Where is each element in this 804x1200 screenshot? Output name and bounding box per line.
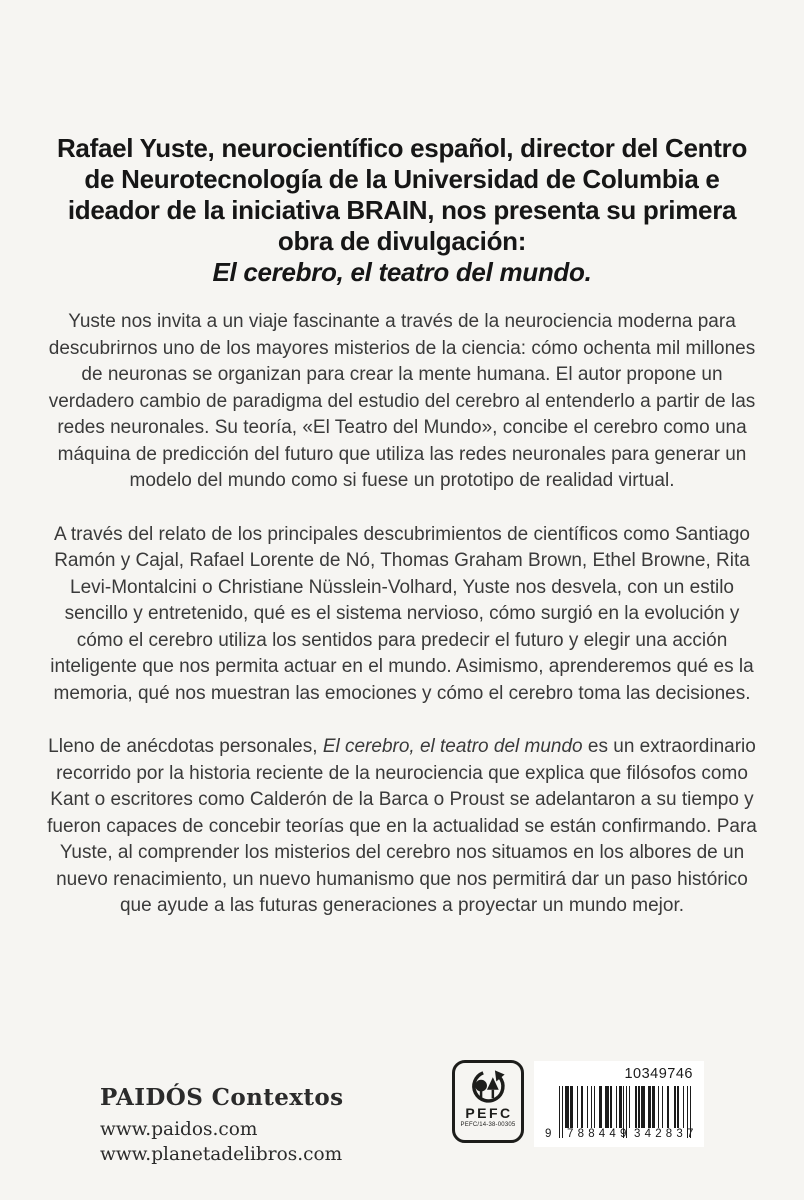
paragraph-3-text-end: es un extraordinario recorrido por la historia reciente de la neurociencia que explica que filósofos como Kant o escritores como Calderón de la Barca o Proust se adelantaron a su tiempo y fueron capaces de concebir teorías que en la actualidad se están confirmando. Para Yuste, al comprender los misterios del cerebro nos situamos en los albores de un nuevo renacimiento, un nuevo humanismo que nos permitirá dar un paso histórico que ayude a las futuras generaciones a proyectar un mundo mejor. xyxy=(47,736,757,916)
planetadelibros-url: www.planetadelibros.com xyxy=(100,1143,343,1165)
paragraph-3-book-title: El cerebro, el teatro del mundo xyxy=(322,736,583,757)
pefc-certification-badge xyxy=(452,1060,524,1143)
imprint-name: PAIDÓS Contextos xyxy=(100,1084,344,1111)
headline-book-title: El cerebro, el teatro del mundo. xyxy=(212,257,592,287)
back-cover-text xyxy=(42,0,762,920)
paragraph-3-text-start: Lleno de anécdotas personales, xyxy=(48,736,323,757)
pefc-label: PEFC xyxy=(465,1105,513,1121)
pefc-logo-icon xyxy=(467,1069,509,1105)
publisher-url: www.paidos.com xyxy=(100,1119,258,1140)
ean-digit-group-1: 788449 xyxy=(567,1128,631,1140)
synopsis-paragraph-2: A través del relato de los principales descubrimientos de científicos como Santiago Ramón y Cajal, Rafael Lorente de Nó, Thomas Graham Brown, Ethel Browne, Rita Levi-Montalcini o Christiane Nüsslein-Volhard, Yuste nos desvela, con un estilo sencillo y entretenido, qué es el sistema nervioso, cómo surgió en la evolución y cómo el cerebro utiliza los sentidos para predecir el futuro y elegir una acción inteligente que nos permita actuar en el mundo. Asimismo, aprenderemos qué es la memoria, qué nos muestran las emociones y cómo el cerebro toma las decisiones. xyxy=(50,523,754,704)
headline xyxy=(42,133,762,288)
synopsis-paragraph-1: Yuste nos invita a un viaje fascinante a través de la neurociencia moderna para descubrirnos uno de los mayores misterios de la ciencia: cómo ochenta mil millones de neuronas se organizan para crear la mente humana. El autor propone un verdadero cambio de paradigma del estudio del cerebro al entenderlo a partir de las redes neuronales. Su teoría, «El Teatro del Mundo», concibe el cerebro como una máquina de predicción del futuro que utiliza las redes neuronales para generar un modelo del mundo como si fuese un prototipo de realidad virtual. xyxy=(48,311,756,491)
synopsis-paragraph-3 xyxy=(42,734,762,920)
barcode-panel xyxy=(534,1061,704,1147)
ean-digit-leading: 9 xyxy=(545,1128,552,1140)
pefc-certificate-code: PEFC/14-38-00305 xyxy=(460,1122,516,1128)
ean-digit-group-2: 342837 xyxy=(634,1128,698,1140)
publisher-block xyxy=(100,1084,343,1167)
product-code: 10349746 xyxy=(624,1066,693,1082)
headline-text: Rafael Yuste, neurocientífico español, director del Centro de Neurotecnología de la Universidad de Columbia e ideador de la iniciativa BRAIN, nos presenta su primera obra de divulgación: xyxy=(56,133,748,256)
